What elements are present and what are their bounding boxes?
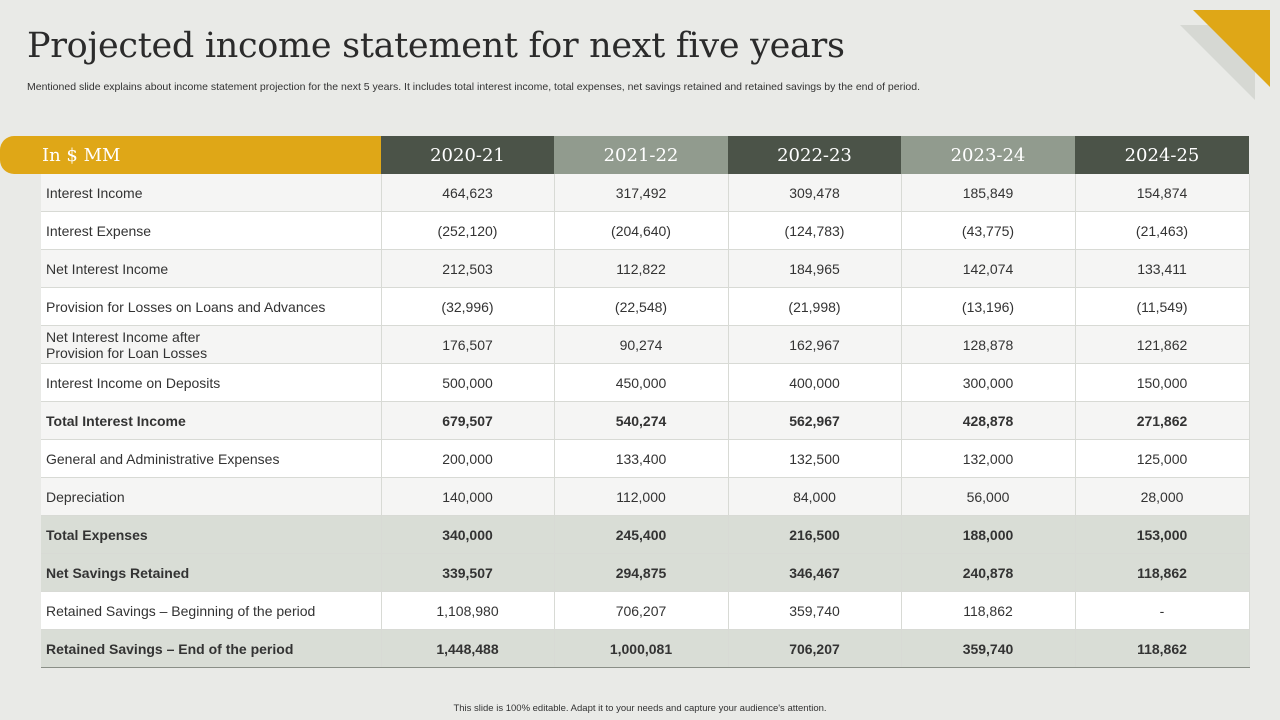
table-row — [0, 592, 1249, 630]
value-cell: 200,000 — [381, 440, 554, 478]
value-cell: 359,740 — [901, 630, 1075, 668]
row-label: Total Interest Income — [41, 402, 381, 440]
table-row — [0, 364, 1249, 402]
value-cell: 132,000 — [901, 440, 1075, 478]
value-cell: 245,400 — [554, 516, 728, 554]
year-header: 2023-24 — [901, 136, 1075, 174]
value-cell: (204,640) — [554, 212, 728, 250]
value-cell: 706,207 — [554, 592, 728, 630]
year-header: 2024-25 — [1075, 136, 1249, 174]
row-spacer — [0, 402, 41, 440]
value-cell: 118,862 — [1075, 630, 1249, 668]
row-label: Net Interest Income — [41, 250, 381, 288]
value-cell: (252,120) — [381, 212, 554, 250]
value-cell: 309,478 — [728, 174, 901, 212]
value-cell: 133,411 — [1075, 250, 1249, 288]
row-spacer — [0, 326, 41, 364]
row-label: Interest Income on Deposits — [41, 364, 381, 402]
value-cell: 450,000 — [554, 364, 728, 402]
table-row — [0, 630, 1249, 668]
row-label: Total Expenses — [41, 516, 381, 554]
value-cell: (43,775) — [901, 212, 1075, 250]
year-header: 2022-23 — [728, 136, 901, 174]
value-cell: - — [1075, 592, 1249, 630]
value-cell: 140,000 — [381, 478, 554, 516]
value-cell: 162,967 — [728, 326, 901, 364]
value-cell: 128,878 — [901, 326, 1075, 364]
value-cell: (124,783) — [728, 212, 901, 250]
row-label: Interest Income — [41, 174, 381, 212]
value-cell: 176,507 — [381, 326, 554, 364]
value-cell: 679,507 — [381, 402, 554, 440]
row-spacer — [0, 440, 41, 478]
table-row — [0, 174, 1249, 212]
value-cell: (21,998) — [728, 288, 901, 326]
value-cell: 142,074 — [901, 250, 1075, 288]
page-title: Projected income statement for next five years — [27, 26, 845, 66]
row-spacer — [0, 364, 41, 402]
value-cell: 121,862 — [1075, 326, 1249, 364]
row-spacer — [0, 630, 41, 668]
value-cell: 500,000 — [381, 364, 554, 402]
value-cell: 428,878 — [901, 402, 1075, 440]
value-cell: 184,965 — [728, 250, 901, 288]
footer-note: This slide is 100% editable. Adapt it to your needs and capture your audience's attention. — [453, 703, 827, 714]
table-header-row — [0, 136, 1249, 174]
value-cell: 464,623 — [381, 174, 554, 212]
value-cell: 317,492 — [554, 174, 728, 212]
table-row — [0, 326, 1249, 364]
value-cell: 84,000 — [728, 478, 901, 516]
value-cell: 1,000,081 — [554, 630, 728, 668]
value-cell: 118,862 — [1075, 554, 1249, 592]
page-subtitle: Mentioned slide explains about income statement projection for the next 5 years. It includes total interest income, total expenses, net savings retained and retained savings by the end of period. — [27, 81, 921, 93]
value-cell: 271,862 — [1075, 402, 1249, 440]
value-cell: 154,874 — [1075, 174, 1249, 212]
row-label: Provision for Losses on Loans and Advances — [41, 288, 381, 326]
value-cell: (21,463) — [1075, 212, 1249, 250]
row-label: Net Savings Retained — [41, 554, 381, 592]
row-spacer — [0, 478, 41, 516]
row-label: Interest Expense — [41, 212, 381, 250]
row-spacer — [0, 250, 41, 288]
value-cell: 132,500 — [728, 440, 901, 478]
row-spacer — [0, 212, 41, 250]
table-row — [0, 212, 1249, 250]
value-cell: 112,000 — [554, 478, 728, 516]
value-cell: 339,507 — [381, 554, 554, 592]
value-cell: 1,448,488 — [381, 630, 554, 668]
value-cell: 112,822 — [554, 250, 728, 288]
value-cell: (32,996) — [381, 288, 554, 326]
value-cell: (22,548) — [554, 288, 728, 326]
value-cell: 188,000 — [901, 516, 1075, 554]
row-label: General and Administrative Expenses — [41, 440, 381, 478]
table-row — [0, 478, 1249, 516]
table-row — [0, 516, 1249, 554]
value-cell: 346,467 — [728, 554, 901, 592]
table-row — [0, 554, 1249, 592]
value-cell: 1,108,980 — [381, 592, 554, 630]
row-label: Retained Savings – End of the period — [41, 630, 381, 668]
value-cell: 300,000 — [901, 364, 1075, 402]
row-label: Depreciation — [41, 478, 381, 516]
corner-label: In $ MM — [0, 136, 381, 174]
value-cell: 540,274 — [554, 402, 728, 440]
year-header: 2020-21 — [381, 136, 554, 174]
value-cell: 28,000 — [1075, 478, 1249, 516]
value-cell: 240,878 — [901, 554, 1075, 592]
value-cell: 56,000 — [901, 478, 1075, 516]
row-spacer — [0, 554, 41, 592]
table-row — [0, 402, 1249, 440]
value-cell: 359,740 — [728, 592, 901, 630]
row-spacer — [0, 288, 41, 326]
value-cell: 185,849 — [901, 174, 1075, 212]
income-statement-table — [0, 136, 1249, 668]
row-spacer — [0, 592, 41, 630]
value-cell: 294,875 — [554, 554, 728, 592]
value-cell: 562,967 — [728, 402, 901, 440]
year-header: 2021-22 — [554, 136, 728, 174]
value-cell: 153,000 — [1075, 516, 1249, 554]
table-row — [0, 250, 1249, 288]
table-row — [0, 288, 1249, 326]
corner-decoration — [1180, 0, 1280, 100]
row-label: Retained Savings – Beginning of the period — [41, 592, 381, 630]
value-cell: 216,500 — [728, 516, 901, 554]
value-cell: 340,000 — [381, 516, 554, 554]
value-cell: 150,000 — [1075, 364, 1249, 402]
value-cell: 90,274 — [554, 326, 728, 364]
value-cell: 400,000 — [728, 364, 901, 402]
row-spacer — [0, 516, 41, 554]
row-spacer — [0, 174, 41, 212]
value-cell: (11,549) — [1075, 288, 1249, 326]
row-label: Net Interest Income after Provision for Loan Losses — [41, 326, 381, 364]
table-row — [0, 440, 1249, 478]
value-cell: (13,196) — [901, 288, 1075, 326]
value-cell: 133,400 — [554, 440, 728, 478]
value-cell: 125,000 — [1075, 440, 1249, 478]
value-cell: 118,862 — [901, 592, 1075, 630]
value-cell: 212,503 — [381, 250, 554, 288]
value-cell: 706,207 — [728, 630, 901, 668]
